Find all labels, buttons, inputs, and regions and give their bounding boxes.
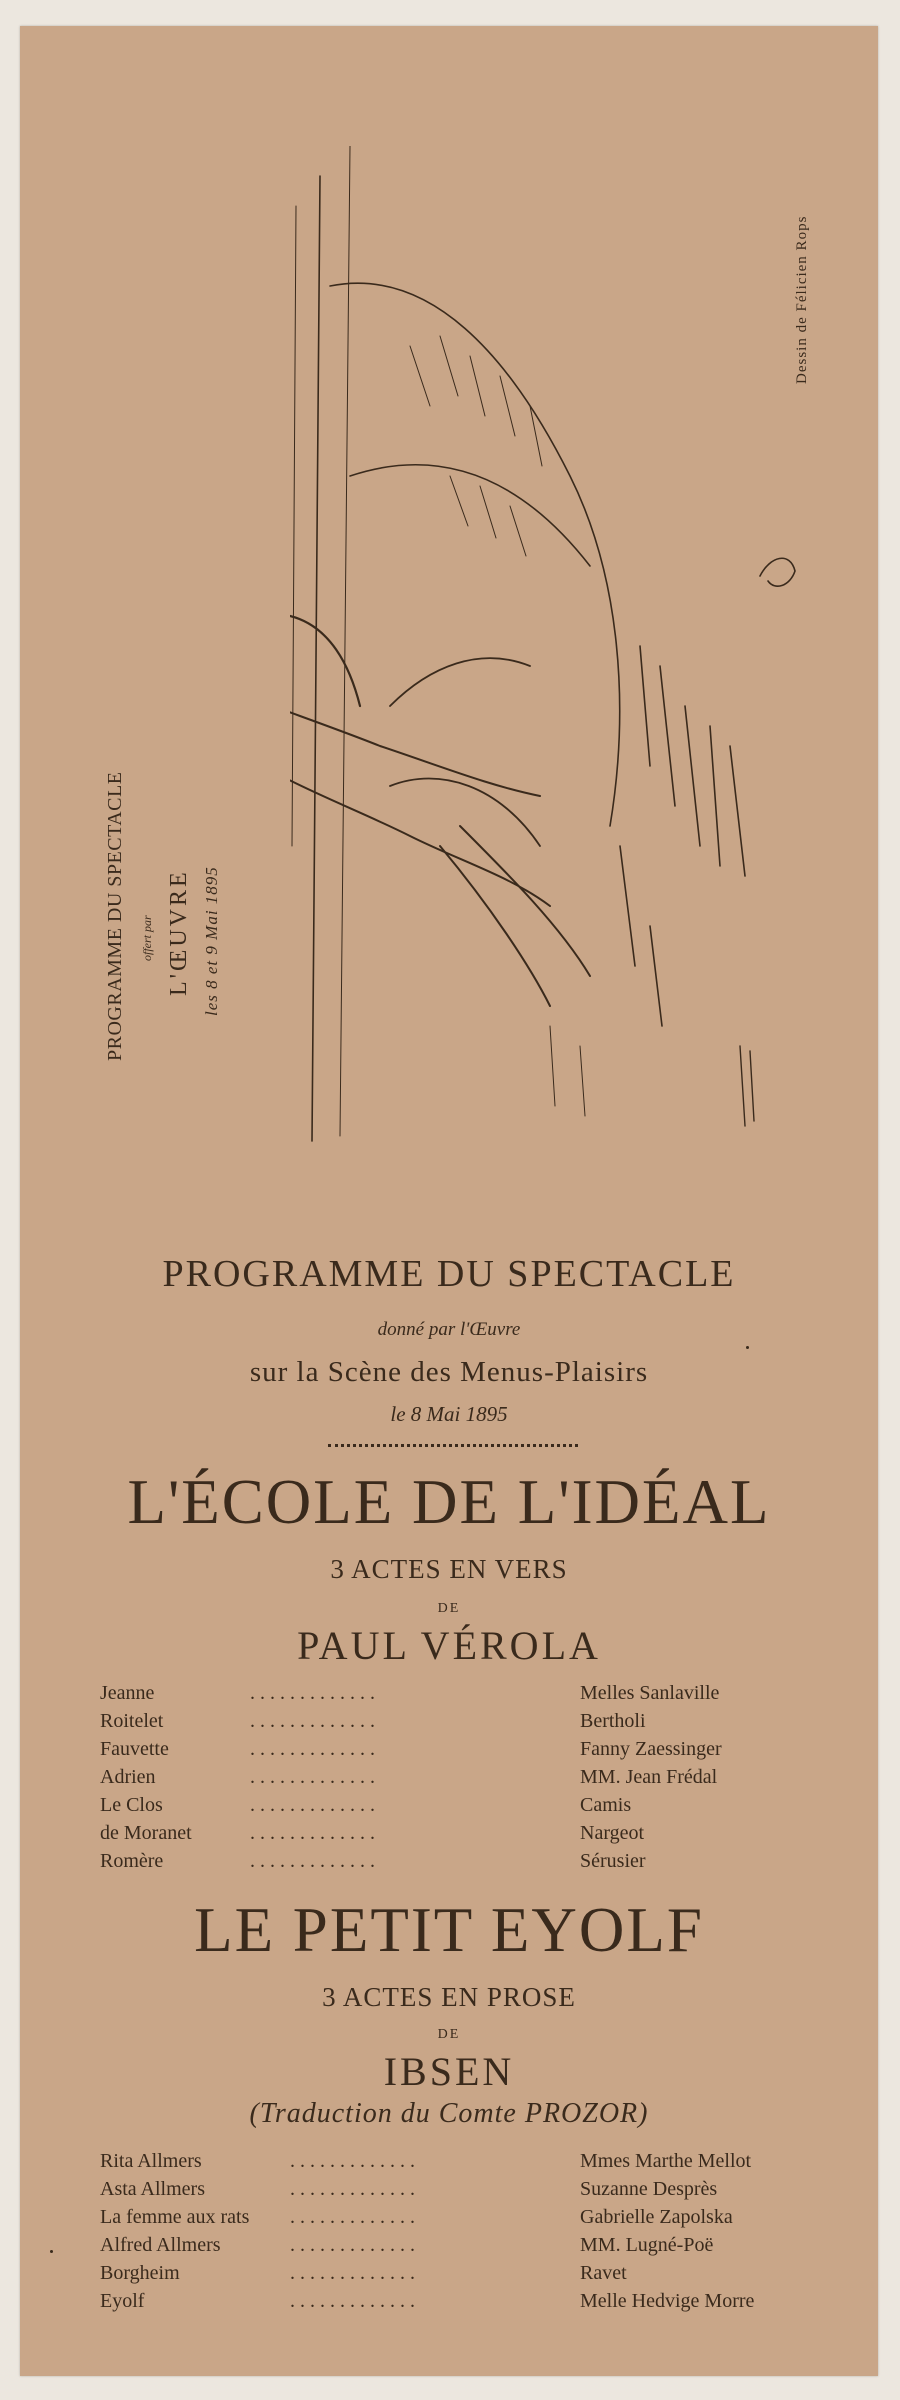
- cast-row: [100, 1738, 840, 1766]
- cast-dot-leader: . . . . . . . . . . . . .: [250, 1822, 375, 1844]
- cast-actor: Mmes Marthe Mellot: [580, 2150, 752, 2172]
- cast-actor: Melle Hedvige Morre: [580, 2290, 755, 2312]
- play1-title: L'ÉCOLE DE L'IDÉAL: [127, 1467, 771, 1537]
- cast-row: [100, 1822, 840, 1850]
- cast-actor: Camis: [580, 1794, 632, 1816]
- cast-dot-leader: . . . . . . . . . . . . .: [290, 2150, 415, 2172]
- cast-dot-leader: . . . . . . . . . . . . .: [290, 2178, 415, 2200]
- programme-sheet: [20, 26, 878, 2376]
- cast-dot-leader: . . . . . . . . . . . . .: [290, 2206, 415, 2228]
- cast-dot-leader: . . . . . . . . . . . . .: [250, 1710, 375, 1732]
- programme-title: PROGRAMME DU SPECTACLE: [162, 1253, 736, 1295]
- cast-role: Le Clos: [100, 1794, 163, 1816]
- play1-author: PAUL VÉROLA: [297, 1623, 601, 1668]
- side-oeuvre: L'ŒUVRE: [166, 869, 192, 996]
- cast-dot-leader: . . . . . . . . . . . . .: [290, 2290, 415, 2312]
- cast-dot-leader: . . . . . . . . . . . . .: [290, 2262, 415, 2284]
- cast-dot-leader: . . . . . . . . . . . . .: [250, 1794, 375, 1816]
- cast-role: La femme aux rats: [100, 2206, 250, 2228]
- cast-row: [100, 1682, 840, 1710]
- play2-title: LE PETIT EYOLF: [194, 1895, 704, 1965]
- rops-illustration: [290, 146, 830, 1146]
- play1-subtitle: 3 ACTES EN VERS: [330, 1554, 568, 1584]
- play2-de: DE: [437, 2027, 461, 2042]
- cast-row: [100, 2178, 840, 2206]
- cast-role: Roitelet: [100, 1710, 164, 1732]
- cast-row: [100, 2150, 840, 2178]
- cast-actor: MM. Jean Frédal: [580, 1766, 718, 1788]
- cast-actor: MM. Lugné-Poë: [580, 2234, 714, 2256]
- play2-cast: [100, 2150, 840, 2318]
- side-programme: PROGRAMME DU SPECTACLE: [104, 771, 126, 1061]
- drawing-credit: Dessin de Félicien Rops: [794, 215, 810, 384]
- play1-cast: [100, 1682, 840, 1878]
- cast-row: [100, 2206, 840, 2234]
- cast-actor: Sérusier: [580, 1850, 646, 1872]
- cast-dot-leader: . . . . . . . . . . . . .: [250, 1738, 375, 1760]
- cast-dot-leader: . . . . . . . . . . . . .: [250, 1850, 375, 1872]
- cast-role: Borgheim: [100, 2262, 180, 2284]
- cast-dot-leader: . . . . . . . . . . . . .: [290, 2234, 415, 2256]
- cast-dot-leader: . . . . . . . . . . . . .: [250, 1682, 375, 1704]
- scene-line: sur la Scène des Menus-Plaisirs: [249, 1356, 649, 1388]
- cast-row: [100, 1850, 840, 1878]
- cast-actor: Gabrielle Zapolska: [580, 2206, 733, 2228]
- cast-dot-leader: . . . . . . . . . . . . .: [250, 1766, 375, 1788]
- donne-par: donné par l'Œuvre: [377, 1319, 521, 1340]
- cast-role: Rita Allmers: [100, 2150, 202, 2172]
- paper-speck: [746, 1346, 749, 1349]
- play1-de: DE: [437, 1601, 461, 1616]
- cast-role: Adrien: [100, 1766, 156, 1788]
- cast-actor: Melles Sanlaville: [580, 1682, 720, 1704]
- cast-row: [100, 2290, 840, 2318]
- cast-role: Jeanne: [100, 1682, 155, 1704]
- paper-speck: [50, 2250, 53, 2253]
- side-dates: les 8 et 9 Mai 1895: [202, 866, 221, 1016]
- cast-role: Fauvette: [100, 1738, 169, 1760]
- cast-actor: Nargeot: [580, 1822, 645, 1844]
- cast-role: Romère: [100, 1850, 164, 1872]
- cast-actor: Ravet: [580, 2262, 627, 2284]
- cast-row: [100, 2234, 840, 2262]
- play2-subtitle: 3 ACTES EN PROSE: [322, 1982, 576, 2012]
- cast-row: [100, 1794, 840, 1822]
- play2-author: IBSEN: [383, 2049, 515, 2094]
- cast-row: [100, 2262, 840, 2290]
- side-offert: offert par: [140, 915, 154, 961]
- cast-row: [100, 1710, 840, 1738]
- dotted-divider: [328, 1444, 578, 1447]
- cast-row: [100, 1766, 840, 1794]
- cast-role: de Moranet: [100, 1822, 192, 1844]
- cast-actor: Fanny Zaessinger: [580, 1738, 722, 1760]
- cast-role: Asta Allmers: [100, 2178, 205, 2200]
- play2-translation: (Traduction du Comte PROZOR): [249, 2098, 649, 2129]
- cast-actor: Bertholi: [580, 1710, 646, 1732]
- cast-role: Alfred Allmers: [100, 2234, 221, 2256]
- cast-role: Eyolf: [100, 2290, 145, 2312]
- cast-actor: Suzanne Desprès: [580, 2178, 718, 2200]
- performance-date: le 8 Mai 1895: [390, 1402, 508, 1426]
